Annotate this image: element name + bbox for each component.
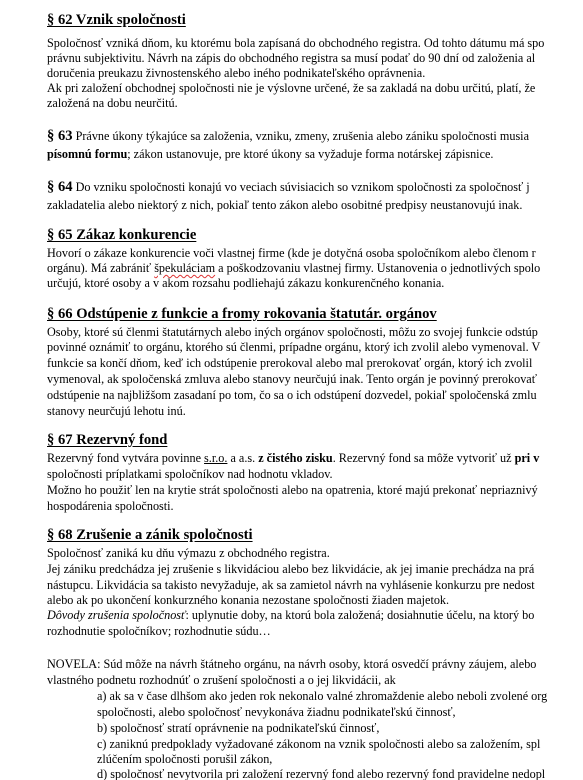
s67-text: . Rezervný fond sa môže vytvoriť už [332, 451, 515, 465]
s62-text-line: doručenia preukazu živnostenského alebo iného podnikateľského oprávnenia. [47, 66, 426, 80]
heading-s67: § 67 Rezervný fond [47, 432, 168, 448]
s67-text-line: spoločnosti príplatkami spoločníkov nad hodnotu vkladov. [47, 467, 333, 481]
s64-text: Do vzniku spoločnosti konajú vo veciach súvisiacich so vznikom spoločnosti za spoločnosť j [72, 180, 530, 194]
s67-bold-text: z čistého zisku [258, 451, 333, 465]
s67-text-line: hospodárenia spoločnosti. [47, 499, 174, 513]
s63-text: ; zákon ustanovuje, pre ktoré úkony sa vyžaduje forma notárskej zápisnice. [127, 147, 494, 161]
s62-text-line: právnu subjektivitu. Návrh na zápis do obchodného registra sa musí podať do 90 dní od založenia al [47, 51, 536, 65]
s65-text: orgánu). Má zabrániť [47, 261, 155, 275]
novela-list-item: spoločnosti, alebo spoločnosť nevykonáva žiadnu podnikateľskú činnosť, [97, 705, 456, 719]
s67-line-1 [47, 451, 539, 466]
s62-text-line: Spoločnosť vzniká dňom, ku ktorému bola zapísaná do obchodného registra. Od tohto dátumu má spo [47, 36, 545, 50]
s63-line-1 [47, 129, 529, 144]
novela-list-item: b) spoločnosť stratí oprávnenie na podnikateľskú činnosť, [97, 721, 380, 735]
s66-text-line: povinné oznámiť to orgánu, ktorého sú členmi, prípadne orgánu, ktorý ich zvolil alebo vymenoval. V [47, 340, 541, 354]
s66-text-line: Osoby, ktoré sú členmi štatutárnych alebo iných orgánov spoločnosti, môžu zo svojej funkcie odstúp [47, 325, 538, 339]
s66-text-line: funkcie sa končí dňom, keď ich odstúpenie prerokoval alebo mal prerokovať orgán, ktorý ich zvolil [47, 356, 533, 370]
s68-text-line: Jej zániku predchádza jej zrušenie s likvidáciou alebo bez likvidácie, ak jej imanie prechádza na prá [47, 562, 535, 576]
s67-text: Rezervný fond vytvára povinne [47, 451, 205, 465]
novela-list-item: a) ak sa v čase dlhšom ako jeden rok nekonalo valné zhromaždenie alebo neboli zvolené org [97, 689, 548, 703]
s67-text: a a.s. [227, 451, 259, 465]
novela-list-item: d) spoločnosť nevytvorila pri založení rezervný fond alebo rezervný fond pravidelne nedopl [97, 767, 546, 780]
heading-s64: § 64 [47, 179, 73, 195]
s64-text-line: zakladatelia alebo niektorý z nich, pokiaľ tento zákon alebo osobitné predpisy neustanovujú inak. [47, 198, 523, 212]
s68-text-line: Spoločnosť zaniká ku dňu výmazu z obchodného registra. [47, 546, 330, 560]
s65-line-2 [47, 261, 540, 276]
s63-bold-text: písomnú formu [47, 147, 128, 161]
s65-text: a poškodzovaniu vlastnej firmy. Ustanovenia o jednotlivých spolo [215, 261, 541, 275]
s63-text: Právne úkony týkajúce sa založenia, vzniku, zmeny, zrušenia alebo zániku spoločnosti musia [72, 129, 529, 143]
s67-text-line: Možno ho použiť len na krytie strát spoločnosti alebo na opatrenia, ktoré majú prekonať nepriaznivý [47, 483, 538, 497]
novela-text-line: NOVELA: Súd môže na návrh štátneho orgánu, na návrh osoby, ktorá osvedčí právny záujem, alebo [47, 657, 537, 671]
heading-s63: § 63 [47, 128, 73, 144]
s62-text-line: založená na dobu neurčitú. [47, 96, 178, 110]
s66-text-line: odstúpenie na najbližšom zasadaní po tom, čo sa o ich odstúpení dozvedel, pokiaľ spoločenská zmlu [47, 388, 537, 402]
s67-underlined-text: s.r.o. [204, 451, 228, 465]
heading-s65: § 65 Zákaz konkurencie [47, 227, 197, 243]
s68-text-line: alebo ak po ukončení konkurzného konania nezostane spoločnosti žiaden majetok. [47, 593, 450, 607]
s63-line-2 [47, 147, 493, 162]
heading-s66: § 66 Odstúpenie z funkcie a fromy rokovania štatutár. orgánov [47, 306, 437, 322]
s67-bold-text: pri v [514, 451, 540, 465]
s68-text: : uplynutie doby, na ktorú bola založená; dosiahnutie účelu, na ktorý bo [185, 608, 535, 622]
s68-reasons-line [47, 608, 534, 623]
spellcheck-word: špekuláciam [154, 261, 216, 275]
s68-text-line: nástupcu. Likvidácia sa takisto nevyžaduje, ak sa zamietol návrh na vyhlásenie konkurzu pre nedost [47, 578, 535, 592]
s65-text-line: Hovorí o zákaze konkurencie voči vlastnej firme (kde je dotyčná osoba spoločníkom alebo členom r [47, 246, 536, 260]
novela-text-line: vlastného podnetu rozhodnúť o zrušení spoločnosti a o jej likvidácii, ak [47, 673, 396, 687]
s68-text-line: rozhodnutie spoločníkov; rozhodnutie súdu… [47, 624, 271, 638]
s62-text-line: Ak pri založení obchodnej spoločnosti nie je výslovne určené, že sa zakladá na dobu určitú, platí, že [47, 81, 536, 95]
s65-text-line: určujú, ktoré osoby a v akom rozsahu podliehajú zákazu konkurenčného konania. [47, 276, 445, 290]
heading-s62: § 62 Vznik spoločnosti [47, 12, 186, 28]
s66-text-line: vymenoval, ak spoločenská zmluva alebo stanovy neurčujú inak. Tento orgán je povinný prerokovať [47, 372, 537, 386]
novela-list-item: zlúčením spoločnosti porušil zákon, [97, 752, 273, 766]
s66-text-line: stanovy neurčujú lehotu inú. [47, 404, 186, 418]
heading-s68: § 68 Zrušenie a zánik spoločnosti [47, 527, 253, 543]
s64-line-1 [47, 180, 530, 195]
novela-list-item: c) zaniknú predpoklady vyžadované zákonom na vznik spoločnosti alebo sa založením, spl [97, 737, 541, 751]
s68-reasons-label: Dôvody zrušenia spoločnosť [47, 608, 186, 622]
